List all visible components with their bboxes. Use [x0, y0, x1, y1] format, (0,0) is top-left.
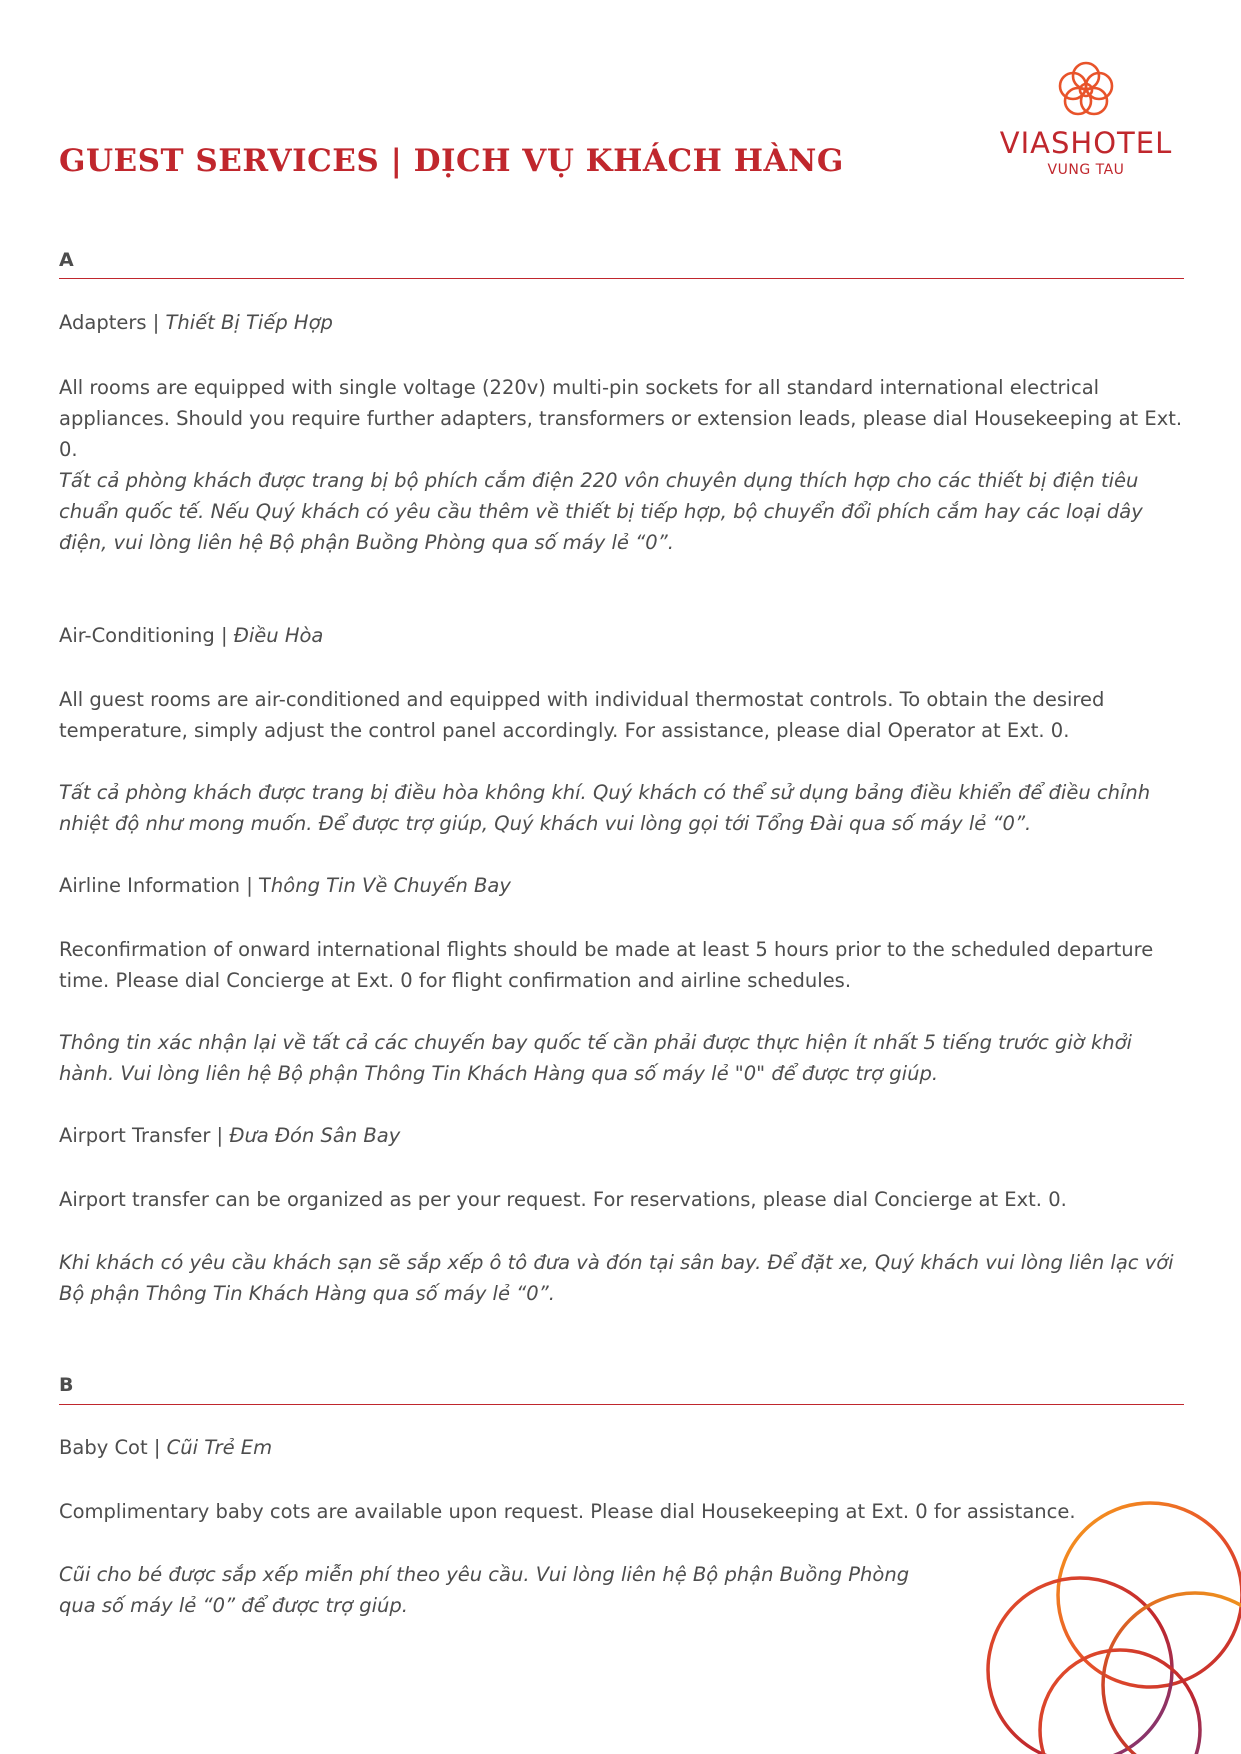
entry-body-en-airport-transfer: Airport transfer can be organized as per your request. For reservations, please dial Concierge at Ext. 0.	[59, 1188, 1067, 1211]
entry-body-vi-airport-transfer: Khi khách có yêu cầu khách sạn sẽ sắp xếp ô tô đưa và đón tại sân bay. Để đặt xe, Quý khách vui lòng liên lạc với Bộ phận Thông Tin Khách Hàng qua số máy lẻ “0”.	[59, 1251, 1174, 1305]
section-divider-b	[59, 1404, 1184, 1405]
section-divider-a	[59, 278, 1184, 279]
section-letter-b: B	[59, 1374, 74, 1396]
decorative-flower-pattern-icon	[980, 1500, 1241, 1754]
entry-body-vi-air-conditioning: Tất cả phòng khách được trang bị điều hòa không khí. Quý khách có thể sử dụng bảng điều khiển để điều chỉnh nhiệt độ như mong muốn. Để được trợ giúp, Quý khách vui lòng gọi tới Tổng Đài qua số máy lẻ “0”.	[59, 781, 1151, 835]
logo-location: VUNG TAU	[1047, 162, 1125, 178]
entry-heading-airport-transfer: Airport Transfer | Đưa Đón Sân Bay	[59, 1124, 401, 1147]
entry-heading-adapters: Adapters | Thiết Bị Tiếp Hợp	[59, 311, 333, 334]
entry-heading-airline-information: Airline Information | Thông Tin Về Chuyến Bay	[59, 874, 511, 897]
entry-body-en-baby-cot: Complimentary baby cots are available upon request. Please dial Housekeeping at Ext. 0 for assistance.	[59, 1500, 1076, 1523]
section-letter-a: A	[59, 249, 74, 271]
entry-heading-baby-cot: Baby Cot | Cũi Trẻ Em	[59, 1436, 273, 1459]
entry-heading-air-conditioning: Air-Conditioning | Điều Hòa	[59, 624, 324, 647]
entry-body-vi-airline-information: Thông tin xác nhận lại về tất cả các chuyến bay quốc tế cần phải được thực hiện ít nhất 5 tiếng trước giờ khởi hành. Vui lòng liên hệ Bộ phận Thông Tin Khách Hàng qua số máy lẻ "0" để được trợ giúp.	[59, 1031, 1132, 1085]
entry-body-en-adapters: All rooms are equipped with single voltage (220v) multi-pin sockets for all standard international electrical appliances. Should you require further adapters, transformers or extension leads, please dial Housekeeping at Ext. 0.	[59, 376, 1183, 461]
entry-body-vi-baby-cot: Cũi cho bé được sắp xếp miễn phí theo yêu cầu. Vui lòng liên hệ Bộ phận Buồng Phòng qua số máy lẻ “0” để được trợ giúp.	[59, 1563, 910, 1617]
entry-body-en-airline-information: Reconfirmation of onward international flights should be made at least 5 hours prior to the scheduled departure time. Please dial Concierge at Ext. 0 for flight confirmation and airline schedules.	[59, 938, 1154, 992]
entry-body-vi-adapters: Tất cả phòng khách được trang bị bộ phích cắm điện 220 vôn chuyên dụng thích hợp cho các thiết bị điện tiêu chuẩn quốc tế. Nếu Quý khách có yêu cầu thêm về thiết bị tiếp hợp, bộ chuyển đổi phích cắm hay các loại dây điện, vui lòng liên hệ Bộ phận Buồng Phòng qua số máy lẻ “0”.	[59, 469, 1143, 554]
hotel-logo	[980, 56, 1190, 186]
entry-body-en-air-conditioning: All guest rooms are air-conditioned and equipped with individual thermostat controls. To obtain the desired temperature, simply adjust the control panel accordingly. For assistance, please dial Operator at Ext. 0.	[59, 688, 1105, 742]
page-title: GUEST SERVICES | DỊCH VỤ KHÁCH HÀNG	[59, 143, 844, 179]
flower-logo-icon	[1050, 56, 1122, 122]
logo-wordmark: VIASHOTEL	[999, 126, 1173, 160]
